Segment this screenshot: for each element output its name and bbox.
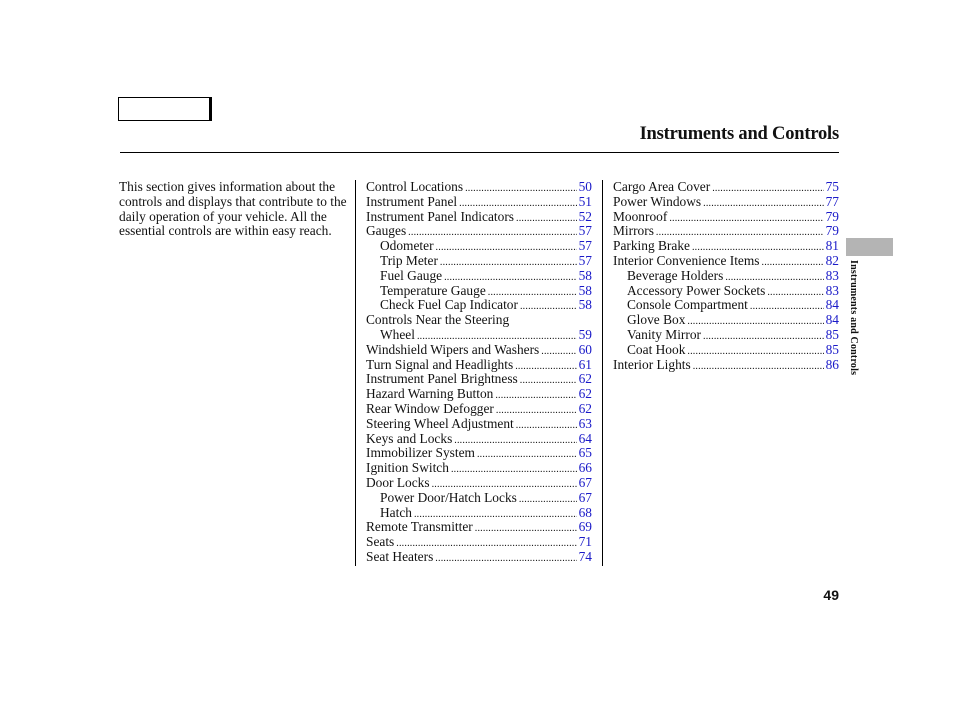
toc-page-link[interactable]: 58: [578, 267, 592, 283]
toc-page-link[interactable]: 58: [578, 297, 592, 313]
toc-entry[interactable]: [366, 387, 592, 402]
toc-entry[interactable]: [366, 269, 592, 284]
toc-entry[interactable]: [613, 343, 839, 358]
dot-leader: [519, 493, 577, 508]
toc-entry-label: Instrument Panel Indicators: [366, 208, 515, 224]
toc-page-link[interactable]: 57: [578, 252, 592, 268]
toc-entry-label: Interior Lights: [613, 356, 691, 372]
toc-entry[interactable]: [366, 224, 592, 239]
toc-entry[interactable]: [366, 239, 592, 254]
dot-leader: [687, 315, 823, 330]
toc-page-link[interactable]: 65: [578, 445, 592, 461]
toc-entry[interactable]: [366, 506, 592, 521]
dot-leader: [477, 448, 577, 463]
toc-entry-label: Seats: [366, 534, 395, 550]
toc-entry-label: Moonroof: [613, 208, 668, 224]
toc-page-link[interactable]: 69: [578, 519, 592, 535]
dot-leader: [762, 256, 824, 271]
toc-entry-label: Instrument Panel: [366, 193, 458, 209]
toc-page-link[interactable]: 67: [578, 474, 592, 490]
toc-entry-label: Power Windows: [613, 193, 702, 209]
toc-page-link[interactable]: 50: [578, 179, 592, 194]
toc-page-link[interactable]: 62: [578, 371, 592, 387]
toc-page-link[interactable]: 57: [578, 223, 592, 239]
toc-entry-label: Console Compartment: [627, 297, 748, 313]
dot-leader: [687, 345, 823, 360]
dot-leader: [541, 345, 576, 360]
toc-column-2: [613, 180, 839, 372]
toc-entry-label: Temperature Gauge: [380, 282, 486, 298]
section-tab[interactable]: [846, 238, 893, 256]
toc-entry-label: Wheel: [380, 326, 415, 342]
toc-entry-label: Vanity Mirror: [627, 326, 702, 342]
dot-leader: [465, 182, 577, 197]
toc-entry[interactable]: [366, 254, 592, 269]
dot-leader: [451, 463, 577, 478]
toc-page-link[interactable]: 60: [578, 341, 592, 357]
toc-page-link[interactable]: 82: [825, 252, 839, 268]
toc-entry-label: Fuel Gauge: [380, 267, 443, 283]
intro-paragraph: This section gives information about the controls and displays that contribute to the daily operation of your vehicle. All the essential controls are within easy reach.: [119, 179, 347, 239]
toc-entry: [366, 313, 592, 328]
toc-entry-label: Ignition Switch: [366, 460, 449, 476]
toc-entry-label: Parking Brake: [613, 238, 690, 254]
toc-entry[interactable]: [613, 180, 839, 195]
toc-page-link[interactable]: 62: [578, 400, 592, 416]
toc-page-link[interactable]: 64: [578, 430, 592, 446]
toc-entry-label: Mirrors: [613, 223, 654, 239]
dot-leader: [750, 300, 824, 315]
toc-page-link[interactable]: 58: [578, 282, 592, 298]
page-number: 49: [823, 587, 839, 603]
dot-leader: [520, 374, 577, 389]
dot-leader: [440, 256, 577, 271]
dot-leader: [712, 182, 823, 197]
toc-entry[interactable]: [613, 210, 839, 225]
toc-entry[interactable]: [366, 461, 592, 476]
toc-entry[interactable]: [613, 298, 839, 313]
toc-entry-label: Check Fuel Cap Indicator: [380, 297, 518, 313]
toc-entry[interactable]: [613, 358, 839, 373]
toc-entry-label: Rear Window Defogger: [366, 400, 494, 416]
toc-entry-label: Glove Box: [627, 312, 686, 328]
toc-page-link[interactable]: 71: [578, 534, 592, 550]
toc-entry-label: Immobilizer System: [366, 445, 475, 461]
toc-entry-label: Door Locks: [366, 474, 430, 490]
dot-leader: [520, 300, 577, 315]
toc-entry[interactable]: [613, 239, 839, 254]
toc-entry[interactable]: [613, 195, 839, 210]
dot-leader: [515, 360, 576, 375]
toc-entry[interactable]: [366, 432, 592, 447]
dot-leader: [475, 522, 577, 537]
toc-page-link[interactable]: 77: [825, 193, 839, 209]
toc-entry-label: Turn Signal and Headlights: [366, 356, 514, 372]
toc-page-link[interactable]: 86: [825, 356, 839, 372]
toc-page-link[interactable]: 74: [578, 548, 592, 564]
toc-entry[interactable]: [613, 269, 839, 284]
toc-page-link[interactable]: 61: [578, 356, 592, 372]
toc-entry[interactable]: [366, 343, 592, 358]
toc-entry-label: Instrument Panel Brightness: [366, 371, 518, 387]
toc-entry[interactable]: [613, 313, 839, 328]
toc-page-link[interactable]: 85: [825, 326, 839, 342]
toc-page-link[interactable]: 57: [578, 238, 592, 254]
dot-leader: [703, 197, 823, 212]
toc-entry[interactable]: [366, 402, 592, 417]
toc-entry[interactable]: [366, 446, 592, 461]
toc-page-link[interactable]: 84: [825, 297, 839, 313]
toc-entry-label: Control Locations: [366, 179, 464, 194]
toc-page-link[interactable]: 51: [578, 193, 592, 209]
section-vertical-label: Instruments and Controls: [848, 260, 859, 376]
toc-entry-label: Windshield Wipers and Washers: [366, 341, 540, 357]
toc-entry[interactable]: [366, 298, 592, 313]
toc-entry[interactable]: [366, 328, 592, 343]
toc-entry-label: Coat Hook: [627, 341, 686, 357]
toc-entry[interactable]: [366, 195, 592, 210]
toc-page-link[interactable]: 83: [825, 267, 839, 283]
toc-entry-label: Remote Transmitter: [366, 519, 473, 535]
toc-entry-label: Power Door/Hatch Locks: [380, 489, 517, 505]
column-divider-right: [602, 180, 603, 566]
toc-entry[interactable]: [613, 254, 839, 269]
navigation-box[interactable]: [118, 97, 210, 121]
toc-page-link[interactable]: 84: [825, 312, 839, 328]
toc-entry[interactable]: [366, 520, 592, 535]
toc-entry-label: Accessory Power Sockets: [627, 282, 766, 298]
toc-entry[interactable]: [613, 328, 839, 343]
toc-entry[interactable]: [366, 550, 592, 565]
toc-page-link[interactable]: 59: [578, 326, 592, 342]
dot-leader: [693, 360, 824, 375]
toc-entry[interactable]: [366, 372, 592, 387]
toc-entry[interactable]: [366, 180, 592, 195]
toc-page-link[interactable]: 62: [578, 386, 592, 402]
toc-entry-label: Steering Wheel Adjustment: [366, 415, 514, 431]
toc-entry-label: Hazard Warning Button: [366, 386, 494, 402]
toc-page-link[interactable]: 81: [825, 238, 839, 254]
toc-entry-label: Keys and Locks: [366, 430, 453, 446]
toc-page-link[interactable]: 67: [578, 489, 592, 505]
toc-entry[interactable]: [366, 491, 592, 506]
toc-page-link[interactable]: 75: [825, 179, 839, 194]
toc-entry-label: Hatch: [380, 504, 412, 520]
dot-leader: [669, 212, 823, 227]
column-divider-left: [355, 180, 356, 566]
toc-entry[interactable]: [366, 535, 592, 550]
toc-page-link[interactable]: 79: [825, 208, 839, 224]
dot-leader: [767, 286, 823, 301]
toc-entry-label: Odometer: [380, 238, 434, 254]
dot-leader: [436, 241, 577, 256]
toc-page-link[interactable]: 85: [825, 341, 839, 357]
toc-entry-label: Controls Near the Steering: [366, 312, 510, 328]
toc-entry[interactable]: [366, 476, 592, 491]
toc-entry[interactable]: [366, 210, 592, 225]
toc-entry-label: Gauges: [366, 223, 407, 239]
dot-leader: [495, 389, 576, 404]
toc-page-link[interactable]: 79: [825, 223, 839, 239]
page-title: Instruments and Controls: [639, 124, 839, 144]
toc-entry-label: Interior Convenience Items: [613, 252, 760, 268]
dot-leader: [516, 212, 577, 227]
toc-entry[interactable]: [613, 224, 839, 239]
toc-entry[interactable]: [366, 358, 592, 373]
toc-entry[interactable]: [366, 417, 592, 432]
toc-entry[interactable]: [366, 284, 592, 299]
dot-leader: [703, 330, 824, 345]
toc-page-link[interactable]: 68: [578, 504, 592, 520]
toc-entry-label: Cargo Area Cover: [613, 179, 711, 194]
dot-leader: [516, 419, 577, 434]
toc-column-1: [366, 180, 592, 565]
toc-entry[interactable]: [613, 284, 839, 299]
toc-entry-label: Trip Meter: [380, 252, 438, 268]
toc-entry-label: Beverage Holders: [627, 267, 724, 283]
toc-page-link[interactable]: 66: [578, 460, 592, 476]
dot-leader: [435, 552, 576, 567]
title-rule: [120, 152, 839, 153]
toc-page-link[interactable]: 83: [825, 282, 839, 298]
toc-entry-label: Seat Heaters: [366, 548, 434, 564]
toc-page-link[interactable]: 63: [578, 415, 592, 431]
toc-page-link[interactable]: 52: [578, 208, 592, 224]
